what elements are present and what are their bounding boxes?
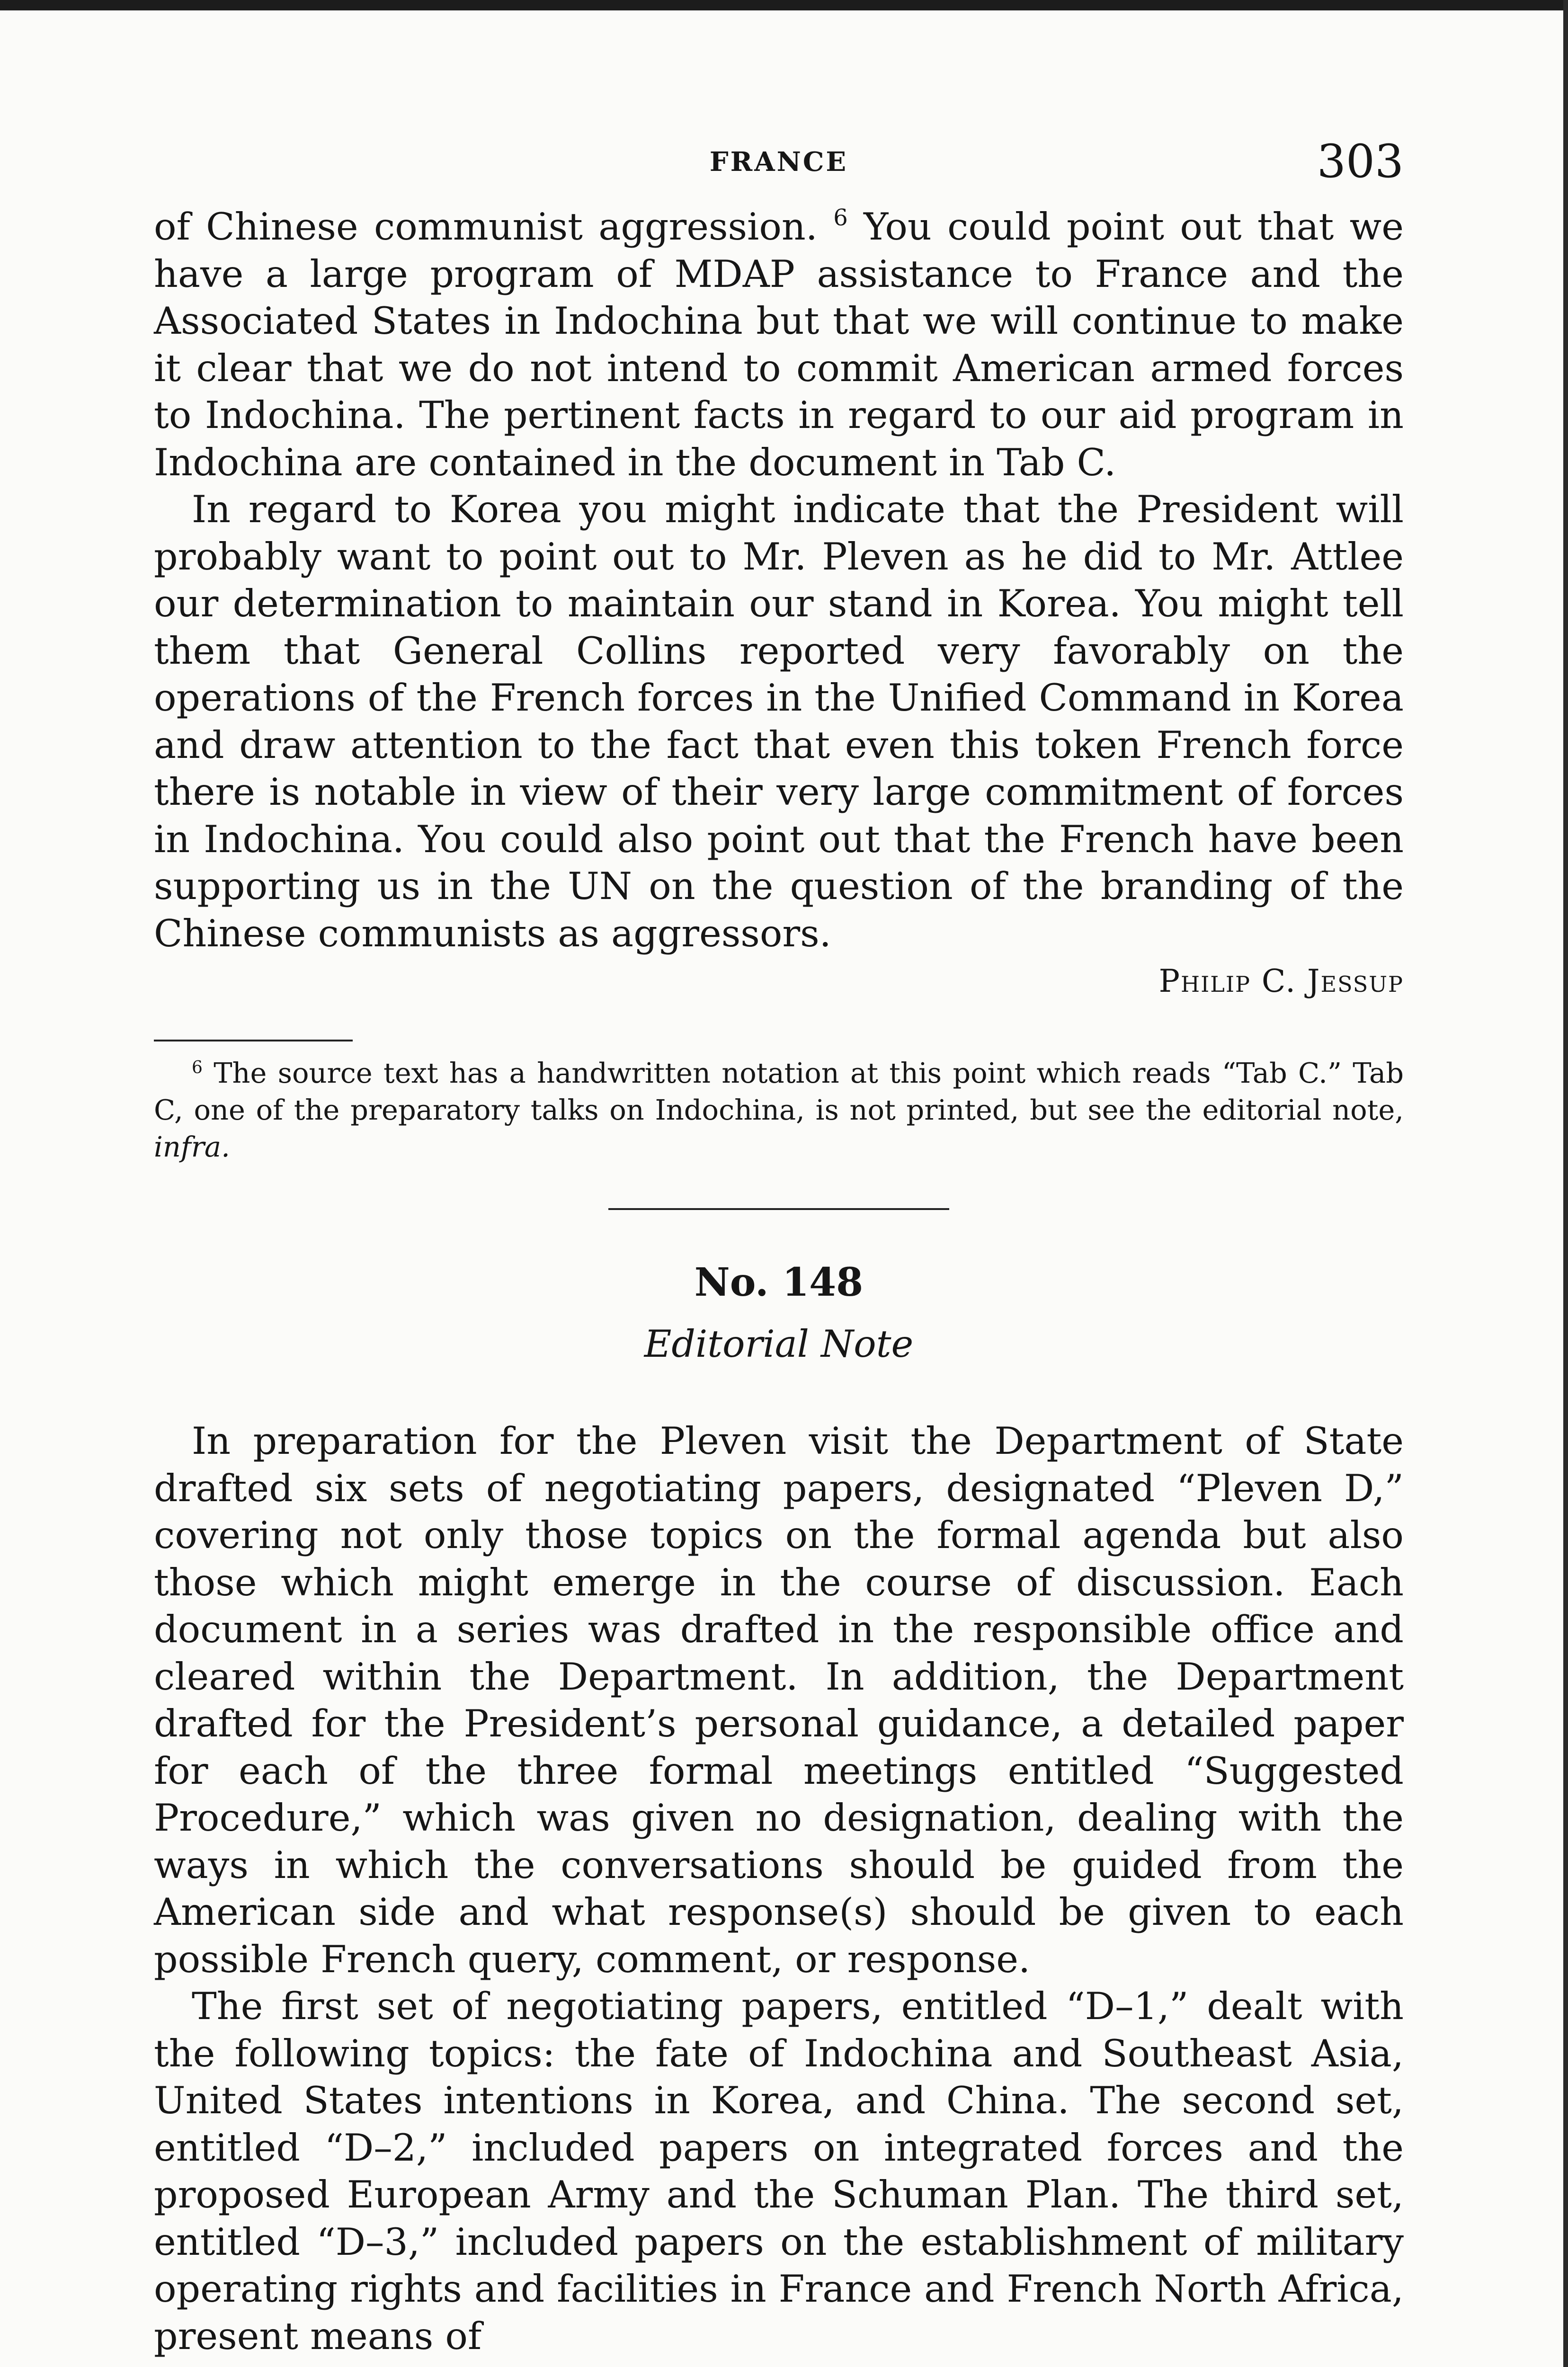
paragraph-continued — [154, 204, 1404, 486]
running-head-title: FRANCE — [709, 146, 848, 178]
page-number: 303 — [1317, 135, 1404, 188]
document-number: No. 148 — [694, 1260, 864, 1305]
footnote-divider — [154, 1040, 353, 1041]
paragraph-korea: In regard to Korea you might indicate that the President will probably want to point out to Mr. Pleven as he did to Mr. Attlee our determination to maintain our stand in Korea. You might tell them that General Collins reported very favorably on the operations of the French forces in the Unified Command in Korea and draw attention to the fact that even this token French force there is notable in view of their very large commitment of forces in Indochina. You could also point out that the French have been supporting us in the UN on the question of the branding of the Chinese communists as aggressors. — [154, 488, 1404, 955]
running-head — [154, 135, 1404, 187]
paragraph-preparation: In preparation for the Pleven visit the Department of State drafted six sets of negotiating papers, designated “Pleven D,” covering not only those topics on the formal agenda but also those which might emerge in the course of discussion. Each document in a series was drafted in the responsible office and cleared within the Department. In addition, the Department drafted for the President’s personal guidance, a detailed paper for each of the three formal meetings entitled “Suggested Procedure,” which was given no designation, dealing with the ways in which the conversations should be guided from the American side and what response(s) should be given to each possible French query, comment, or response. — [154, 1419, 1404, 1981]
footnote-text: The source text has a handwritten notation at this point which reads “Tab C.” Tab C, one of the preparatory talks on Indochina, is not printed, but see the editorial note, — [154, 1057, 1404, 1126]
footnote-italic: infra. — [154, 1130, 230, 1163]
footnote-marker: 6 — [192, 1058, 203, 1077]
signature: Philip C. Jessup — [1158, 963, 1404, 999]
paragraph-first-set: The first set of negotiating papers, entitled “D–1,” dealt with the following topics: the fate of Indochina and Southeast Asia, United States intentions in Korea, and China. The second set, entitled “D–2,” included papers on integrated forces and the proposed European Army and the Schuman Plan. The third set, entitled “D–3,” included papers on the establishment of military operating rights and facilities in France and French North Africa, present means of — [154, 1984, 1404, 2358]
section-divider — [608, 1208, 949, 1210]
footnote — [154, 1055, 1404, 1166]
paragraph-text: of Chinese communist aggression. — [154, 205, 818, 249]
footnote-reference: 6 — [833, 205, 848, 231]
top-border — [0, 0, 1568, 10]
right-border — [1563, 0, 1568, 2367]
page-body — [154, 204, 1404, 2360]
document-title: Editorial Note — [644, 1322, 914, 1366]
paragraph-text: You could point out that we have a large program of MDAP assistance to France and the Associated States in Indochina but that we will continue to make it clear that we do not intend to commit American armed forces to Indochina. The pertinent facts in regard to our aid program in Indochina are contained in the document in Tab C. — [154, 205, 1404, 484]
